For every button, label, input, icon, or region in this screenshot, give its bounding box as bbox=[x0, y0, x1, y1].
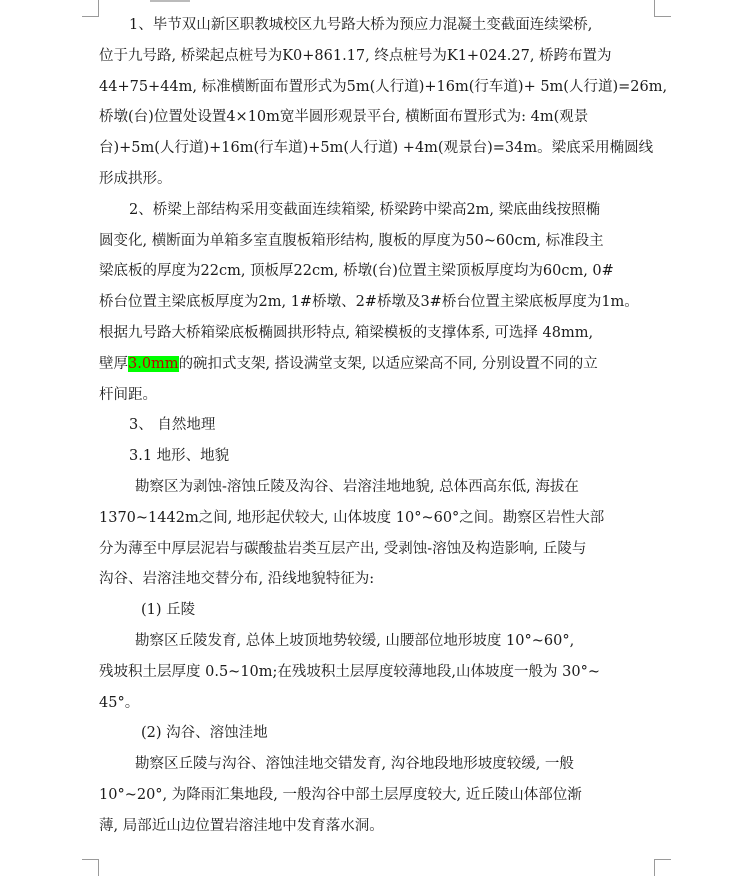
margin-corner-top-left bbox=[82, 0, 99, 17]
paragraph-3-line: 勘察区为剥蚀-溶蚀丘陵及沟谷、岩溶洼地地貌, 总体西高东低, 海拔在 bbox=[135, 478, 579, 495]
subheading-hills: (1) 丘陵 bbox=[141, 602, 196, 619]
line-text-after: 的碗扣式支架, 搭设满堂支架, 以适应梁高不同, 分别设置不同的立 bbox=[178, 355, 598, 372]
paragraph-2-line: 桥台位置主梁底板厚度为2m, 1#桥墩、2#桥墩及3#桥台位置主梁底板厚度为1m。 bbox=[99, 294, 639, 311]
paragraph-4-line: 勘察区丘陵发育, 总体上坡顶地势较缓, 山腰部位地形坡度 10°~60°, bbox=[135, 632, 575, 649]
paragraph-1-line: 44+75+44m, 标准横断面布置形式为5m(人行道)+16m(行车道)+ 5m(人行道)=26m, bbox=[99, 78, 668, 95]
header-mark bbox=[150, 0, 190, 2]
paragraph-3-line: 沟谷、岩溶洼地交替分布, 沿线地貌特征为: bbox=[99, 571, 375, 588]
paragraph-2-line: 圆变化, 横断面为单箱多室直腹板箱形结构, 腹板的厚度为50~60cm, 标准段主 bbox=[99, 232, 604, 249]
subheading-valleys: (2) 沟谷、溶蚀洼地 bbox=[141, 725, 268, 742]
paragraph-5-line: 10°~20°, 为降雨汇集地段, 一般沟谷中部土层厚度较大, 近丘陵山体部位渐 bbox=[99, 786, 582, 803]
margin-corner-bottom-left bbox=[82, 859, 99, 876]
paragraph-1-line: 桥墩(台)位置处设置4×10m宽半圆形观景平台, 横断面布置形式为: 4m(观景 bbox=[99, 109, 589, 126]
paragraph-1-line: 位于九号路, 桥梁起点桩号为K0+861.17, 终点桩号为K1+024.27, 桥跨布置为 bbox=[99, 47, 612, 64]
paragraph-3-line: 分为薄至中厚层泥岩与碳酸盐岩类互层产出, 受剥蚀-溶蚀及构造影响, 丘陵与 bbox=[99, 540, 587, 557]
line-text-before: 壁厚 bbox=[99, 355, 128, 372]
paragraph-2-line: 杆间距。 bbox=[99, 386, 157, 403]
paragraph-4-line: 残坡积土层厚度 0.5~10m;在残坡积土层厚度较薄地段,山体坡度一般为 30°~ bbox=[99, 663, 600, 680]
highlighted-text: 3.0mm bbox=[128, 355, 179, 372]
section-heading-3: 3、 自然地理 bbox=[129, 417, 216, 434]
paragraph-2-line: 2、桥梁上部结构采用变截面连续箱梁, 桥梁跨中梁高2m, 梁底曲线按照椭 bbox=[129, 201, 601, 218]
paragraph-1-line: 台)+5m(人行道)+16m(行车道)+5m(人行道) +4m(观景台)=34m。梁底采用椭圆线 bbox=[99, 140, 654, 157]
margin-corner-bottom-right bbox=[654, 859, 671, 876]
paragraph-3-line: 1370~1442m之间, 地形起伏较大, 山体坡度 10°~60°之间。勘察区岩性大部 bbox=[99, 509, 605, 526]
section-heading-3-1: 3.1 地形、地貌 bbox=[129, 448, 230, 465]
paragraph-2-line-highlighted bbox=[99, 349, 659, 380]
paragraph-2-line: 梁底板的厚度为22cm, 顶板厚22cm, 桥墩(台)位置主梁顶板厚度均为60cm, 0# bbox=[99, 263, 614, 280]
document-body[interactable] bbox=[99, 10, 668, 842]
paragraph-1-line: 1、毕节双山新区职教城校区九号路大桥为预应力混凝土变截面连续梁桥, bbox=[129, 17, 593, 33]
paragraph-5-line: 薄, 局部近山边位置岩溶洼地中发育落水洞。 bbox=[99, 817, 384, 834]
paragraph-1-line: 形成拱形。 bbox=[99, 170, 172, 187]
paragraph-2-line: 根据九号路大桥箱梁底板椭圆拱形特点, 箱梁模板的支撑体系, 可选择 48mm, bbox=[99, 324, 594, 341]
paragraph-4-line: 45°。 bbox=[99, 694, 140, 711]
paragraph-5-line: 勘察区丘陵与沟谷、溶蚀洼地交错发育, 沟谷地段地形坡度较缓, 一般 bbox=[135, 756, 574, 773]
